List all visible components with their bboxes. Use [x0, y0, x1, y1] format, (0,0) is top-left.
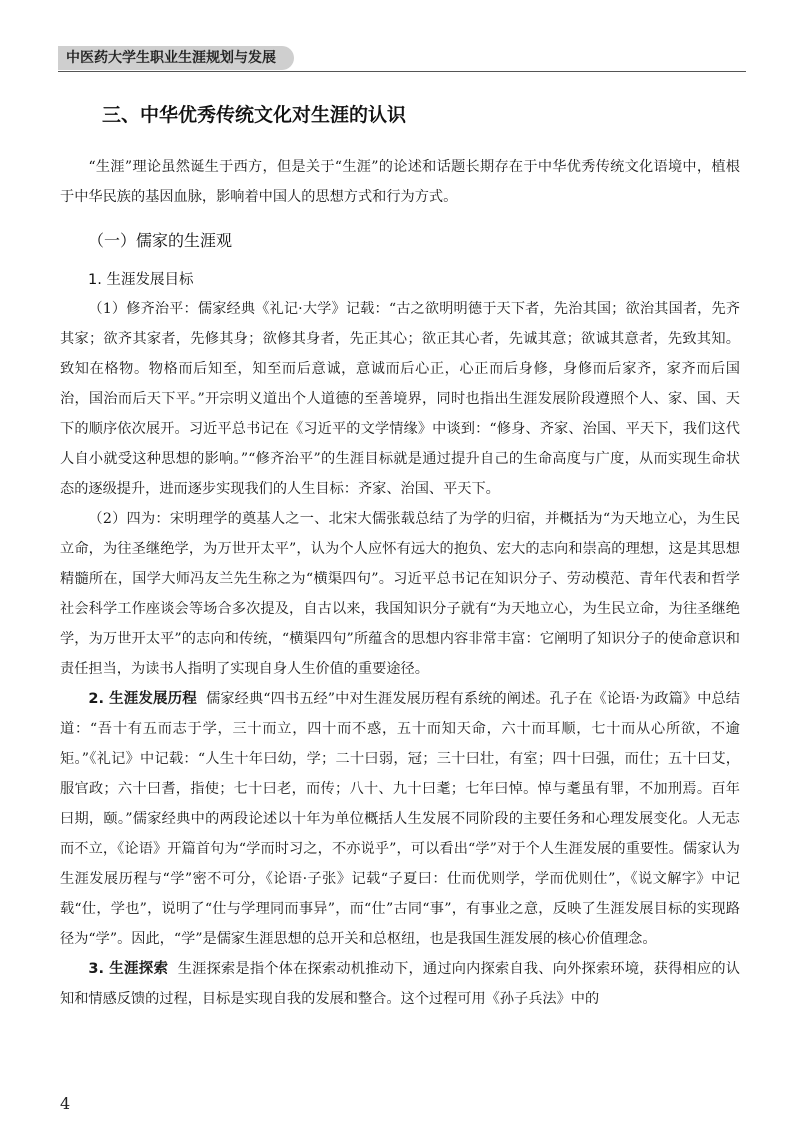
item2-title: 2. 生涯发展历程: [88, 691, 197, 707]
item2-body: 儒家经典“四书五经”中对生涯发展历程有系统的阐述。孔子在《论语·为政篇》中总结道：“吾十有五而志于学，三十而立，四十而不惑，五十而知天命，六十而耳顺，七十而从心所欲，不逾矩。”《礼记》中记载：“人生十年曰幼，学；二十曰弱，冠；三十曰壮，有室；四十曰强，而仕；五十曰艾，服官政；六十曰耆，指使；七十曰老，而传；八十、九十曰耄；七年曰悼。悼与耄虽有罪，不加刑焉。百年曰期，颐。”儒家经典中的两段论述以十年为单位概括人生发展不同阶段的主要任务和心理发展变化。人无志而不立，《论语》开篇首句为“学而时习之，不亦说乎”，可以看出“学”对于个人生涯发展的重要性。儒家认为生涯发展历程与“学”密不可分，《论语·子张》记载“子夏曰：仕而优则学，学而优则仕”，《说文解字》中记载“仕，学也”，说明了“仕与学理同而事异”，而“仕”古同“事”，有事业之意，反映了生涯发展目标的实现路径为“学”。因此，“学”是儒家生涯思想的总开关和总枢纽，也是我国生涯发展的核心价值理念。: [60, 691, 740, 947]
page-number: 4: [60, 1094, 71, 1113]
item1-title: 1. 生涯发展目标: [88, 272, 194, 288]
item1-paragraph-1: （1）修齐治平：儒家经典《礼记·大学》记载：“古之欲明明德于天下者，先治其国；欲治其国者，先齐其家；欲齐其家者，先修其身；欲修其身者，先正其心；欲正其心者，先诚其意；欲诚其意者，先致其知。致知在格物。物格而后知至，知至而后意诚，意诚而后心正，心正而后身修，身修而后家齐，家齐而后国治，国治而后天下平。”开宗明义道出个人道德的至善境界，同时也指出生涯发展阶段遵照个人、家、国、天下的顺序依次展开。习近平总书记在《习近平的文学情缘》中谈到：“修身、齐家、治国、平天下，我们这代人自小就受这种思想的影响。”“修齐治平”的生涯目标就是通过提升自己的生命高度与广度，从而实现生命状态的逐级提升，进而逐步实现我们的人生目标：齐家、治国、平天下。: [60, 301, 740, 497]
item3-title: 3. 生涯探索: [88, 961, 169, 977]
item1-paragraph-2: （2）四为：宋明理学的奠基人之一、北宋大儒张载总结了为学的归宿，并概括为“为天地立心，为生民立命，为往圣继绝学，为万世开太平”，认为个人应怀有远大的抱负、宏大的志向和崇高的理想，这是其思想精髓所在，国学大师冯友兰先生称之为“横渠四句”。习近平总书记在知识分子、劳动模范、青年代表和哲学社会科学工作座谈会等场合多次提及，自古以来，我国知识分子就有“为天地立心，为生民立命，为往圣继绝学，为万世开太平”的志向和传统，“横渠四句”所蕴含的思想内容非常丰富：它阐明了知识分子的使命意识和责任担当，为读书人指明了实现自身人生价值的重要途径。: [60, 511, 740, 677]
running-header-title: 中医药大学生职业生涯规划与发展: [66, 50, 276, 66]
section-title: 三、中华优秀传统文化对生涯的认识: [102, 104, 407, 126]
item3-paragraph: [60, 954, 740, 1014]
subsection-title: （一）儒家的生涯观: [88, 231, 233, 250]
page-body: [60, 100, 740, 1014]
item3-body: 生涯探索是指个体在探索动机推动下，通过向内探索自我、向外探索环境，获得相应的认知和情感反馈的过程，目标是实现自我的发展和整合。这个过程可用《孙子兵法》中的: [60, 961, 740, 1007]
section-intro-paragraph: “生涯”理论虽然诞生于西方，但是关于“生涯”的论述和话题长期存在于中华优秀传统文化语境中，植根于中华民族的基因血脉，影响着中国人的思想方式和行为方式。: [60, 159, 740, 205]
item2-paragraph: [60, 684, 740, 954]
header-divider: [58, 71, 746, 72]
